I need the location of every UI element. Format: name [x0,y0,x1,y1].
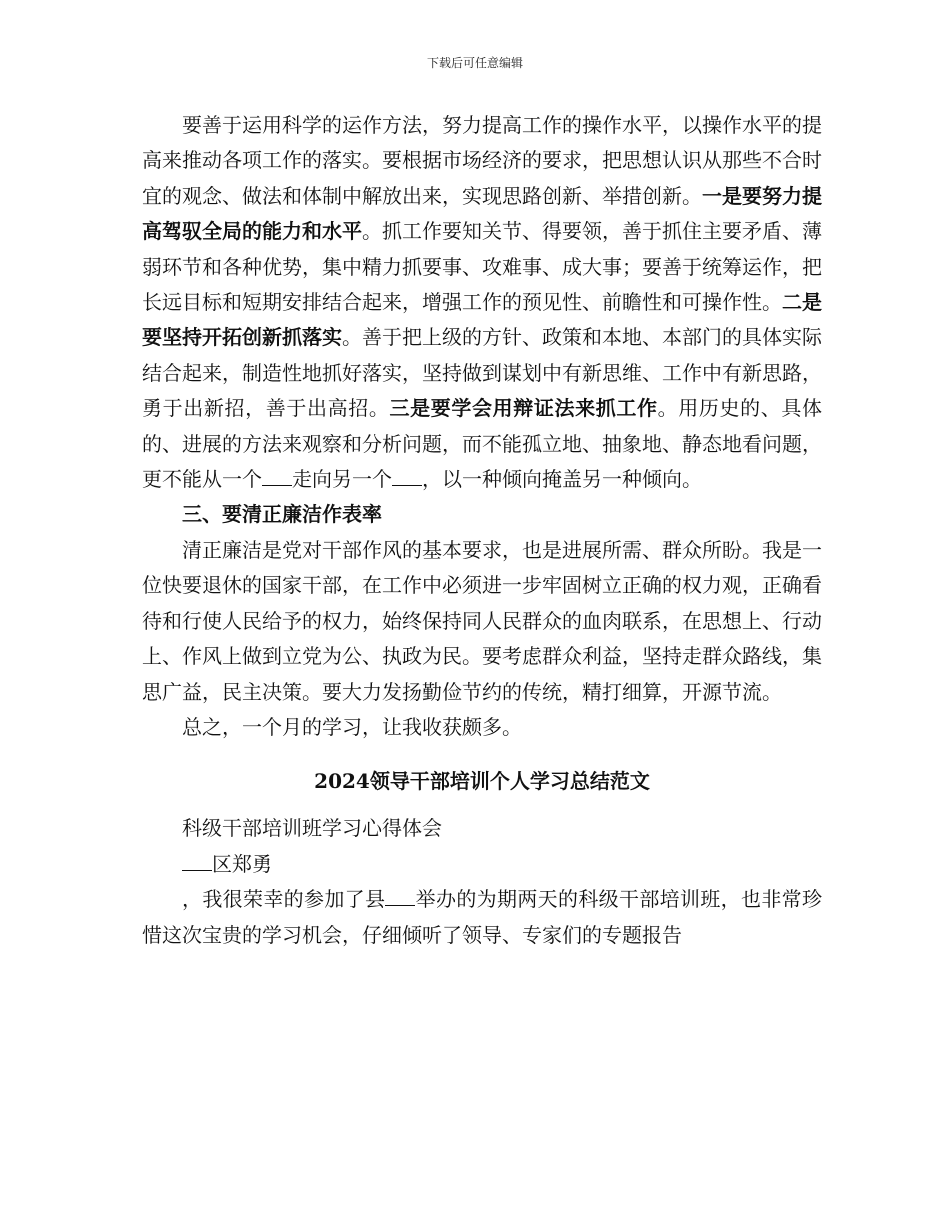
section-three-heading: 三、要清正廉洁作表率 [182,502,382,527]
work-method-paragraph [142,108,822,497]
point-three-text-b: 走向另一个 [292,467,392,492]
page-header-note: 下载后可任意编辑 [426,56,523,70]
point-three-bold: 三是要学会用辩证法来抓工作 [389,396,658,421]
article-author [142,847,822,882]
point-one-text: 。抓工作要知关节、得要领，善于抓住主要矛盾、薄弱环节和各种优势，集中精力抓要事、攻难事、成大事；要善于统筹运作，把长远目标和短期安排结合起来，增强工作的预见性、前瞻性和可操作性。 [142,219,822,315]
blank-underline [182,852,212,871]
point-two-bold: 二是要坚持开拓创新抓落实 [142,290,822,350]
point-three-text-c: ，以一种倾向掩盖另一种倾向。 [422,467,702,492]
blank-underline [385,887,415,906]
blank-underline [262,467,292,486]
conclusion-paragraph: 总之，一个月的学习，让我收获颇多。 [182,714,522,739]
opening-text-start: ，我很荣幸的参加了县 [182,887,386,912]
paragraph-intro: 要善于运用科学的运作方法，努力提高工作的操作水平，以操作水平的提高来推动各项工作的落实。要根据市场经济的要求，把思想认识从那些不合时宜的观念、做法和体制中解放出来，实现思路创新、举措创新。 [142,113,822,208]
blank-underline [392,467,422,486]
document-body [142,108,822,953]
opening-text-rest: 举办的为期两天的科级干部培训班，也非常珍惜这次宝贵的学习机会，仔细倾听了领导、专家们的专题报告 [142,887,823,947]
point-two-text: 。善于把上级的方针、政策和本地、本部门的具体实际结合起来，制造性地抓好落实，坚持做到谋划中有新思维、工作中有新思路，勇于出新招，善于出高招。 [142,325,822,421]
author-name: 区郑勇 [212,851,272,876]
article-title: 2024领导干部培训个人学习总结范文 [314,769,650,794]
point-three-text-a: 。用历史的、具体的、进展的方法来观察和分析问题，而不能孤立地、抽象地、静态地看问题，更不能从一个 [142,396,822,492]
article-subtitle: 科级干部培训班学习心得体会 [182,816,442,841]
point-one-bold: 一是要努力提高驾驭全局的能力和水平 [142,183,822,244]
integrity-paragraph: 清正廉洁是党对干部作风的基本要求，也是进展所需、群众所盼。我是一位快要退休的国家干部，在工作中必须进一步牢固树立正确的权力观，正确看待和行使人民给予的权力，始终保持同人民群众的血肉联系，在思想上、行动上、作风上做到立党为公、执政为民。要考虑群众利益，坚持走群众路线，集思广益，民主决策。要大力发扬勤俭节约的传统，精打细算，开源节流。 [142,537,822,704]
article-opening-paragraph [142,882,822,953]
